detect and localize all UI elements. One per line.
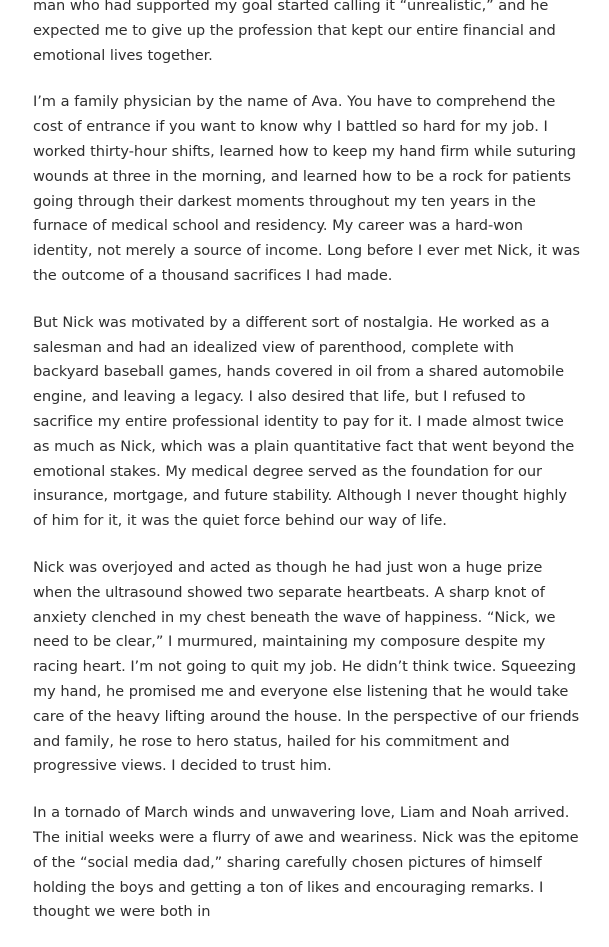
paragraph-1: man who had supported my goal started calling it “unrealistic,” and he expected me to give up the profession that kept our entire financial and emotional lives together.: [33, 0, 556, 64]
paragraph-3: But Nick was motivated by a different sort of nostalgia. He worked as a salesman and had an idealized view of parenthood, complete with backyard baseball games, hands covered in oil from a shared automobile engine, and leaving a legacy. I also desired that life, but I refused to sacrifice my entire professional identity to pay for it. I made almost twice as much as Nick, which was a plain quantitative fact that went beyond the emotional stakes. My medical degree served as the foundation for our insurance, mortgage, and future stability. Although I never thought highly of him for it, it was the quiet force behind our way of life.: [33, 313, 575, 530]
article-body: [33, 0, 581, 947]
paragraph-4: Nick was overjoyed and acted as though he had just won a huge prize when the ultrasound showed two separate heartbeats. A sharp knot of anxiety clenched in my chest beneath the wave of happiness. “Nick, we need to be clear,” I murmured, maintaining my composure despite my racing heart. I’m not going to quit my job. He didn’t think twice. Squeezing my hand, he promised me and everyone else listening that he would take care of the heavy lifting around the house. In the perspective of our friends and family, he rose to hero status, hailed for his commitment and progressive views. I decided to trust him.: [33, 558, 580, 775]
paragraph-5: In a tornado of March winds and unwavering love, Liam and Noah arrived. The initial weeks were a flurry of awe and weariness. Nick was the epitome of the “social media dad,” sharing carefully chosen pictures of himself holding the boys and getting a ton of likes and encouraging remarks. I thought we were both in: [33, 804, 579, 921]
paragraph-2: I’m a family physician by the name of Ava. You have to comprehend the cost of entrance if you want to know why I battled so hard for my job. I worked thirty-hour shifts, learned how to keep my hand firm while suturing wounds at three in the morning, and learned how to be a rock for patients going through their darkest moments throughout my ten years in the furnace of medical school and residency. My career was a hard-won identity, not merely a source of income. Long before I ever met Nick, it was the outcome of a thousand sacrifices I had made.: [33, 93, 580, 284]
